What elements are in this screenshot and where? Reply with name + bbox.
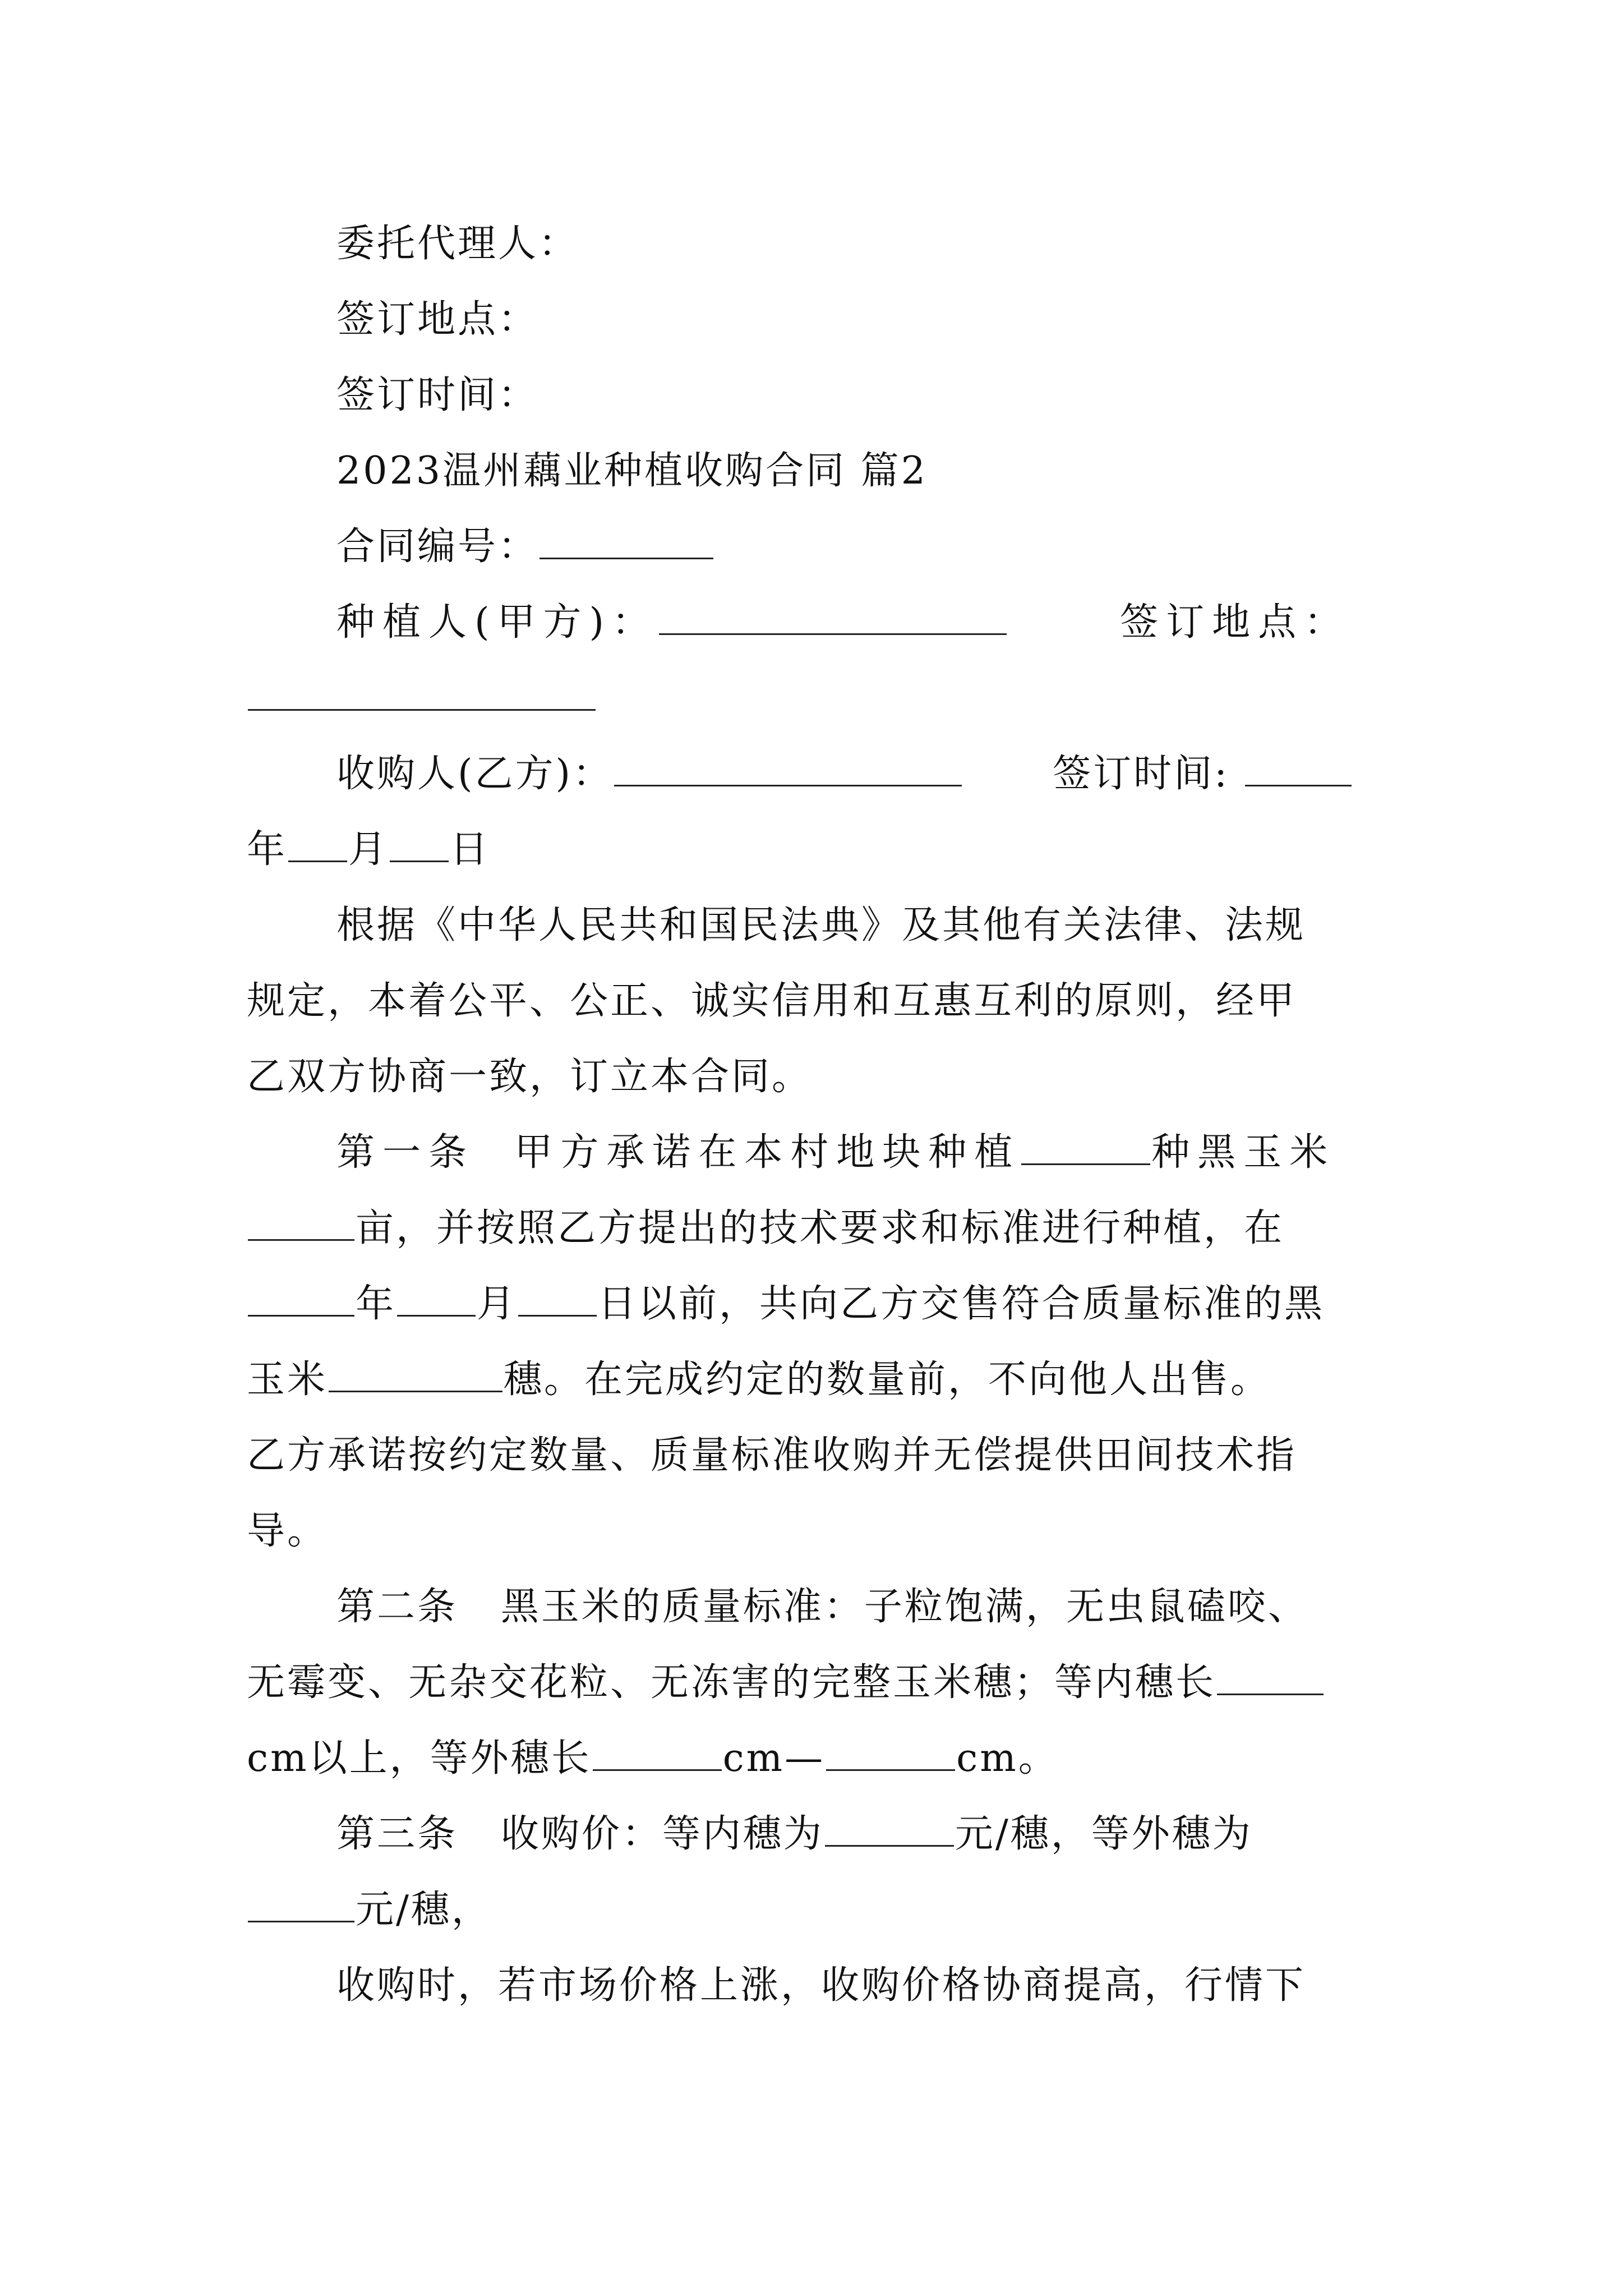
article-2-outer-min-blank [593,1738,722,1771]
article-3-inner-price-blank [825,1814,954,1847]
agent-label: 委托代理人： [336,222,579,266]
article-1-text: 甲方承诺在本村地块种植 [514,1130,1021,1175]
date-month: 月 [348,827,389,872]
party-a-row [336,597,1481,648]
article-1-text: 种黑玉米 [1151,1130,1336,1175]
date-year: 年 [247,827,288,872]
article-1-count-blank [329,1359,502,1392]
party-b-row [336,749,1481,799]
party-b-time-label: 签订时间: [1053,752,1229,796]
sign-time-label: 签订时间： [336,373,539,417]
article-3-line-2 [247,1885,1391,1935]
article-1-line-6: 导。 [247,1509,328,1553]
party-a-place-blank [248,678,596,711]
party-a-blank [659,602,1007,635]
article-2-text: 黑玉米的质量标准：子粒饱满，无虫鼠磕咬、 [500,1585,1308,1629]
article-2-line-1 [336,1582,1481,1632]
article-1-text: 亩，并按照乙方提出的技术要求和标准进行种植，在 [356,1206,1285,1250]
intro-line-1: 根据《中华人民共和国民法典》及其他有关法律、法规 [336,903,1306,947]
article-1-line-3 [247,1279,1391,1329]
article-3-line-1 [336,1809,1481,1860]
article-1-text: 年 [356,1282,396,1326]
party-b-blank [614,753,962,786]
article-3-text: 元/穗， [356,1888,492,1932]
article-1-line-2 [247,1203,1391,1254]
article-2-outer-max-blank [826,1738,955,1771]
article-1-area-blank [248,1208,354,1241]
contract-number-row [336,522,1481,572]
article-3-line-3: 收购时，若市场价格上涨，收购价格协商提高，行情下 [336,1963,1306,2008]
article-2-text: cm— [722,1736,826,1780]
article-3-outer-price-blank [248,1889,354,1922]
article-1-line-4 [247,1355,1391,1405]
party-a-label: 种植人(甲方)： [336,600,658,645]
article-1-line-5: 乙方承诺按约定数量、质量标准收购并无偿提供田间技术指 [247,1433,1297,1478]
date-month-blank [288,829,347,862]
party-a-place-label: 签订地点： [1120,600,1350,645]
intro-line-3: 乙双方协商一致，订立本合同。 [247,1055,813,1099]
party-b-date-row [247,825,1391,875]
article-2-line-2 [247,1658,1391,1708]
article-1-line-1 [336,1128,1481,1178]
article-2-text: 无霉变、无杂交花粒、无冻害的完整玉米穗；等内穗长 [247,1660,1216,1705]
contract-number-blank [540,526,713,559]
article-3-text: 收购价：等内穗为 [500,1812,824,1856]
party-b-time-blank [1245,753,1352,786]
contract-number-label: 合同编号： [336,524,539,569]
article-2-lead: 第二条 [336,1585,458,1629]
article-2-text: cm。 [956,1736,1059,1780]
article-2-inner-length-blank [1217,1662,1324,1695]
party-b-label: 收购人(乙方)： [336,752,614,796]
article-1-year-blank [248,1283,354,1317]
article-1-text: 月 [477,1282,518,1326]
article-1-variety-blank [1021,1132,1150,1165]
article-1-text: 穗。在完成约定的数量前，不向他人出售。 [504,1358,1271,1402]
article-1-lead: 第一条 [336,1130,475,1175]
article-3-text: 元/穗，等外穗为 [955,1812,1253,1856]
contract-title: 2023温州藕业种植收购合同 篇2 [336,449,928,493]
article-2-line-3 [247,1733,1391,1784]
article-3-lead: 第三条 [336,1812,458,1856]
date-day: 日 [450,827,491,872]
party-a-place-row [247,673,1391,724]
article-1-text: 日以前，共向乙方交售符合质量标准的黑 [598,1282,1325,1326]
article-1-text: 玉米 [247,1358,328,1402]
article-1-month-blank [397,1283,476,1317]
intro-line-2: 规定，本着公平、公正、诚实信用和互惠互利的原则，经甲 [247,979,1297,1023]
article-2-text: cm以上，等外穗长 [247,1736,592,1780]
date-day-blank [390,829,449,862]
sign-place-label: 签订地点： [336,297,539,342]
article-1-day-blank [518,1283,597,1317]
